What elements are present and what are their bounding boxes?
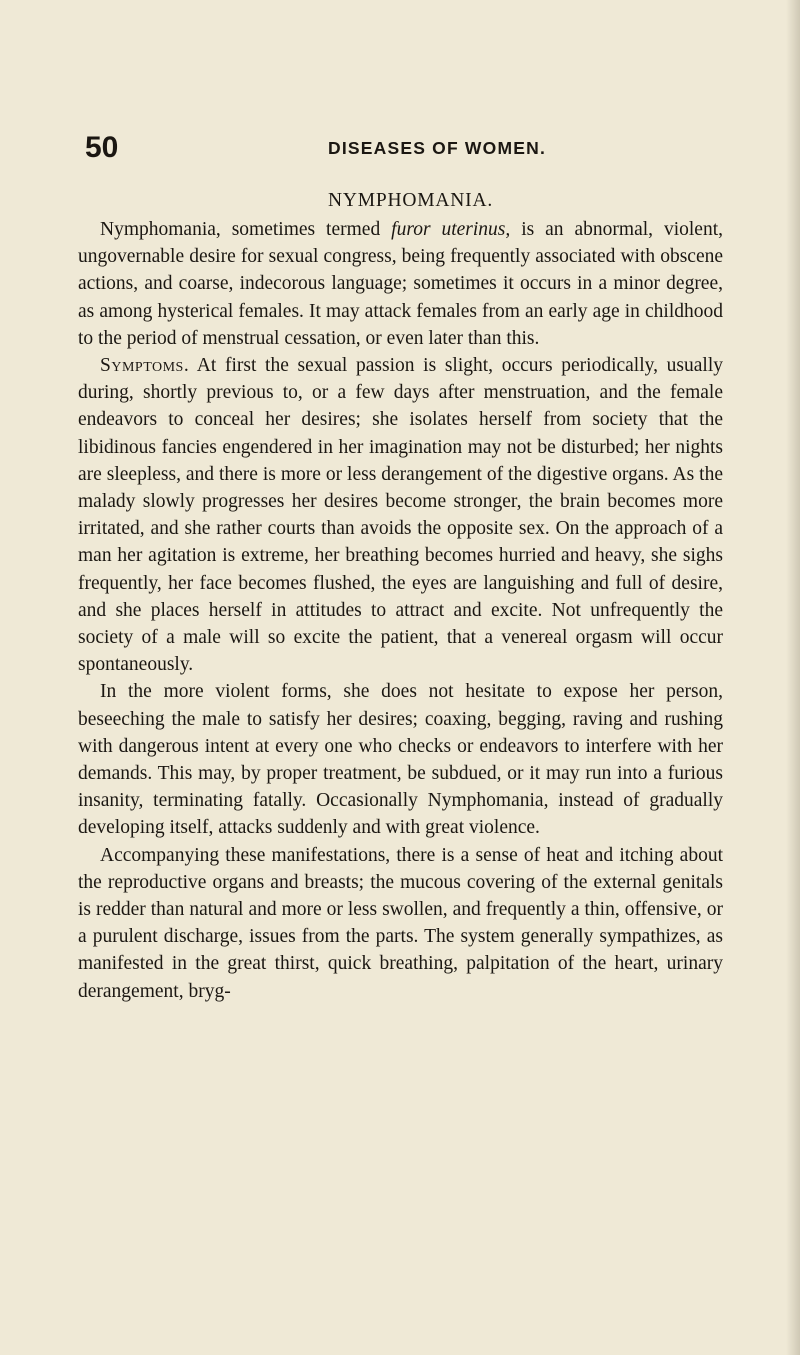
paragraph-definition-text-end: is an abnormal, violent, ungovernable desire for sexual congress, being frequently associated with obscene actions, and coarse, indecorous language; sometimes it occurs in a minor degree, as among hysterical females. It may attack females from an early age in childhood to the period of menstrual cessation, or even later than this.: [78, 219, 723, 349]
paragraph-definition: [78, 216, 723, 352]
symptoms-label: Symptoms.: [100, 355, 190, 377]
section-heading: NYMPHOMANIA.: [327, 190, 494, 211]
paragraph-definition-text-start: Nymphomania, sometimes termed: [100, 219, 392, 240]
symptoms-text: At first the sexual passion is slight, occurs periodically, usually during, shortly previous to, or a few days after menstruation, and the female endeavors to conceal her desires; she isolates herself from society that the libidinous fancies engendered in her imagination may not be disturbed; her nights are sleepless, and there is more or less derangement of the digestive organs. As the malady slowly progresses her desires become stronger, the brain becomes more irritated, and she rather courts than avoids the opposite sex. On the approach of a man her agitation is extreme, her breathing becomes hurried and heavy, she sighs frequently, her face becomes flushed, the eyes are languishing and full of desire, and she places herself in attitudes to attract and excite. Not unfrequently the society of a male will so excite the patient, that a venereal orgasm will occur spontaneously.: [78, 355, 723, 676]
running-head: [85, 128, 725, 168]
paragraph-manifestations: Accompanying these manifestations, there is a sense of heat and itching about the reproductive organs and breasts; the mucous covering of the external genitals is redder than natural and more or less swollen, and frequently a thin, offensive, or a purulent discharge, issues from the parts. The system generally sympathizes, as manifested in the great thirst, quick breathing, palpitation of the heart, urinary derangement, bryg-: [78, 844, 723, 1002]
page-number: 50: [85, 131, 119, 164]
paragraph-violent-forms: In the more violent forms, she does not hesitate to expose her person, beseeching the male to satisfy her desires; coaxing, begging, raving and rushing with dangerous intent at every one who checks or endeavors to interfere with her demands. This may, by proper treatment, be subdued, or it may run into a furious insanity, terminating fatally. Occasionally Nymphomania, instead of gradually developing itself, attacks suddenly and with great violence.: [78, 681, 723, 839]
page-body: [78, 186, 723, 1005]
page-edge-shadow: [786, 0, 800, 1355]
latin-term: furor uterinus,: [391, 219, 511, 240]
paragraph-symptoms: [78, 352, 723, 678]
running-title: DISEASES OF WOMEN.: [328, 138, 547, 158]
